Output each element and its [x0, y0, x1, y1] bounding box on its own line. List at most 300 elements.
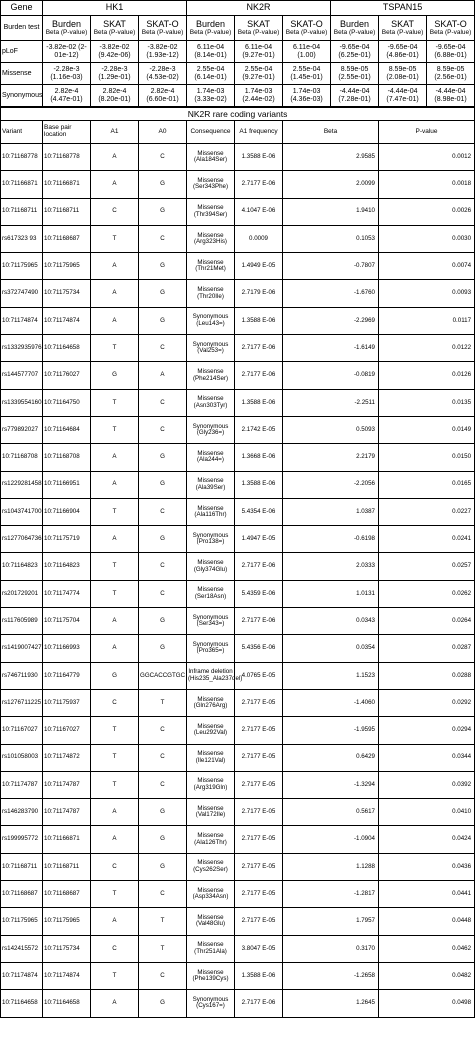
variant-cell: 10:71175734: [43, 280, 91, 307]
variant-row: [1, 962, 475, 989]
variant-cell: 2.7177 E-06: [235, 171, 283, 198]
variant-cell: T: [91, 225, 139, 252]
variant-cell: T: [91, 771, 139, 798]
variant-cell: rs779892027: [1, 416, 43, 443]
variant-cell: rs101058003: [1, 744, 43, 771]
variant-cell: T: [91, 416, 139, 443]
summary-row-label: pLoF: [1, 41, 43, 63]
variant-cell: rs1276711225: [1, 689, 43, 716]
variant-cell: 10:71164823: [43, 553, 91, 580]
summary-cell: 2.55e-04 (1.45e-01): [283, 63, 331, 85]
variant-cell: 0.1053: [283, 225, 379, 252]
variant-cell: 4.0765 E-05: [235, 662, 283, 689]
variant-cell: T: [139, 689, 187, 716]
variant-cell: 0.0093: [379, 280, 475, 307]
variant-cell: rs146283790: [1, 799, 43, 826]
summary-cell: 8.59e-05 (2.55e-01): [331, 63, 379, 85]
variant-cell: 0.0441: [379, 881, 475, 908]
variant-cell: 1.3588 E-06: [235, 307, 283, 334]
variants-col-header: A0: [139, 121, 187, 144]
variant-row: [1, 225, 475, 252]
variant-cell: 10:71168687: [1, 881, 43, 908]
variant-cell: Missense (Ala39Ser): [187, 471, 235, 498]
variant-row: [1, 253, 475, 280]
subheader-burden-0: [43, 16, 91, 41]
variant-cell: G: [139, 171, 187, 198]
variant-cell: T: [139, 908, 187, 935]
variant-cell: A: [91, 635, 139, 662]
variant-cell: T: [91, 335, 139, 362]
variant-cell: Missense (Ser18Asn): [187, 580, 235, 607]
variant-cell: 2.0333: [283, 553, 379, 580]
variant-cell: 10:71166993: [43, 635, 91, 662]
summary-cell: 2.82e-4 (4.47e-01): [43, 85, 91, 107]
variant-cell: rs142415572: [1, 935, 43, 962]
variant-cell: A: [91, 307, 139, 334]
nk2r-variants-table: [0, 107, 475, 1018]
variant-cell: A: [139, 362, 187, 389]
variant-cell: 2.7177 E-05: [235, 826, 283, 853]
variant-cell: 1.1288: [283, 853, 379, 880]
variant-cell: C: [139, 881, 187, 908]
variant-row: [1, 553, 475, 580]
variant-cell: G: [139, 307, 187, 334]
summary-cell: -2.28e-3 (1.29e-01): [91, 63, 139, 85]
variant-cell: T: [91, 881, 139, 908]
variant-cell: 0.0165: [379, 471, 475, 498]
variant-cell: rs1332935976: [1, 335, 43, 362]
variant-cell: C: [139, 389, 187, 416]
variant-row: [1, 771, 475, 798]
subheader-method: Burden: [51, 18, 82, 29]
variant-row: [1, 416, 475, 443]
variant-cell: 10:71166871: [1, 171, 43, 198]
variant-row: [1, 171, 475, 198]
variant-cell: 3.8047 E-05: [235, 935, 283, 962]
variant-cell: 10:71174874: [43, 962, 91, 989]
variant-row: [1, 198, 475, 225]
gene-header-nk2r: NK2R: [187, 1, 331, 16]
variants-col-header: Beta: [283, 121, 379, 144]
variant-cell: -1.4060: [283, 689, 379, 716]
variant-cell: 10:71167027: [43, 717, 91, 744]
subheader-skat-2: [379, 16, 427, 41]
variant-cell: 1.2645: [283, 990, 379, 1017]
variant-cell: 10:71164658: [43, 990, 91, 1017]
subheader-stat: Beta (P-value): [381, 28, 424, 36]
variants-col-header: Variant: [1, 121, 43, 144]
variant-cell: C: [91, 853, 139, 880]
variant-cell: 0.0018: [379, 171, 475, 198]
summary-row: [1, 85, 475, 107]
variant-cell: 0.0288: [379, 662, 475, 689]
variant-cell: C: [139, 144, 187, 171]
variant-cell: G: [139, 280, 187, 307]
variant-cell: A: [91, 608, 139, 635]
variant-cell: Missense (Gly374Glu): [187, 553, 235, 580]
summary-row-label: Synonymous: [1, 85, 43, 107]
variant-cell: 2.7177 E-06: [235, 335, 283, 362]
variant-cell: 10:71174874: [1, 962, 43, 989]
summary-row: [1, 63, 475, 85]
variant-cell: rs746711930: [1, 662, 43, 689]
summary-row-label: Missense: [1, 63, 43, 85]
variant-cell: 10:71175965: [43, 908, 91, 935]
variant-cell: A: [91, 253, 139, 280]
variant-row: [1, 662, 475, 689]
variant-cell: 10:71174787: [43, 799, 91, 826]
variant-row: [1, 826, 475, 853]
variant-cell: Missense (Ala184Ser): [187, 144, 235, 171]
variant-cell: T: [91, 553, 139, 580]
variant-cell: G: [139, 526, 187, 553]
variants-col-header: P-value: [379, 121, 475, 144]
variant-cell: T: [91, 962, 139, 989]
variant-cell: 10:71168778: [43, 144, 91, 171]
variant-cell: -2.2511: [283, 389, 379, 416]
variant-cell: 10:71168711: [43, 198, 91, 225]
variant-cell: 2.9585: [283, 144, 379, 171]
variant-row: [1, 580, 475, 607]
variant-cell: 10:71167027: [1, 717, 43, 744]
summary-cell: 1.74e-03 (3.33e-02): [187, 85, 235, 107]
variant-cell: C: [139, 553, 187, 580]
variant-cell: Synonymous (Ser343=): [187, 608, 235, 635]
variant-cell: 0.0150: [379, 444, 475, 471]
variant-cell: GGCACCGTGC: [139, 662, 187, 689]
variant-cell: 0.6429: [283, 744, 379, 771]
variant-row: [1, 689, 475, 716]
variant-cell: 10:71176027: [43, 362, 91, 389]
variant-row: [1, 307, 475, 334]
variant-cell: Missense (Leu292Val): [187, 717, 235, 744]
variant-cell: Synonymous (Val253=): [187, 335, 235, 362]
variant-cell: 0.0030: [379, 225, 475, 252]
variant-row: [1, 144, 475, 171]
summary-cell: 6.11e-04 (1.00): [283, 41, 331, 63]
variant-cell: 10:71168708: [1, 444, 43, 471]
variant-cell: Missense (Thr394Ser): [187, 198, 235, 225]
variant-cell: 10:71166904: [43, 498, 91, 525]
variant-cell: 5.4359 E-06: [235, 580, 283, 607]
variant-row: [1, 799, 475, 826]
variant-cell: T: [139, 935, 187, 962]
variant-cell: Missense (Thr21Met): [187, 253, 235, 280]
variant-cell: G: [139, 608, 187, 635]
variant-cell: A: [91, 826, 139, 853]
summary-cell: -2.28e-3 (4.53e-02): [139, 63, 187, 85]
variant-row: [1, 280, 475, 307]
variant-cell: 2.7177 E-05: [235, 689, 283, 716]
variant-cell: 10:71168708: [43, 444, 91, 471]
subheader-stat: Beta (P-value): [237, 28, 280, 36]
summary-cell: -3.82e-02 (1.93e-12): [139, 41, 187, 63]
variant-row: [1, 908, 475, 935]
variant-row: [1, 935, 475, 962]
subheader-burden-2: [331, 16, 379, 41]
variant-cell: C: [139, 771, 187, 798]
variant-cell: 5.4356 E-06: [235, 635, 283, 662]
variant-cell: 0.0122: [379, 335, 475, 362]
variant-row: [1, 389, 475, 416]
subheader-method: SKAT-O: [146, 18, 179, 29]
variant-cell: 2.7177 E-06: [235, 553, 283, 580]
variant-cell: G: [139, 444, 187, 471]
subheader-stat: Beta (P-value): [333, 28, 376, 36]
variant-cell: -0.6198: [283, 526, 379, 553]
variant-cell: 0.0436: [379, 853, 475, 880]
variant-cell: Missense (Val172Ile): [187, 799, 235, 826]
variant-cell: C: [91, 198, 139, 225]
variant-cell: 0.0117: [379, 307, 475, 334]
subheader-method: SKAT-O: [434, 18, 467, 29]
summary-cell: 6.11e-04 (9.27e-01): [235, 41, 283, 63]
variant-cell: C: [91, 935, 139, 962]
summary-cell: -9.65e-04 (6.25e-01): [331, 41, 379, 63]
variant-cell: 2.7177 E-05: [235, 717, 283, 744]
variant-cell: Synonymous (Cys167=): [187, 990, 235, 1017]
variant-cell: 2.7177 E-06: [235, 990, 283, 1017]
burden-summary-table: [0, 0, 475, 107]
summary-cell: 6.11e-04 (8.14e-01): [187, 41, 235, 63]
variant-cell: 0.0344: [379, 744, 475, 771]
variant-cell: 0.5617: [283, 799, 379, 826]
variant-cell: 5.4354 E-06: [235, 498, 283, 525]
variant-cell: -2.2056: [283, 471, 379, 498]
summary-cell: 8.59e-05 (2.56e-01): [427, 63, 475, 85]
variant-cell: 10:71164658: [43, 335, 91, 362]
variant-cell: Missense (Ser343Phe): [187, 171, 235, 198]
variant-cell: rs117605989: [1, 608, 43, 635]
summary-cell: -9.65e-04 (4.86e-01): [379, 41, 427, 63]
summary-cell: 8.59e-05 (2.08e-01): [379, 63, 427, 85]
variant-cell: 0.0135: [379, 389, 475, 416]
variant-cell: 0.0292: [379, 689, 475, 716]
variant-cell: 1.3588 E-06: [235, 389, 283, 416]
variant-cell: 0.3170: [283, 935, 379, 962]
variant-cell: Inframe deletion (His235_Ala237del): [187, 662, 235, 689]
variant-cell: Missense (Asp334Asn): [187, 881, 235, 908]
variant-cell: -0.0819: [283, 362, 379, 389]
variant-cell: 1.0387: [283, 498, 379, 525]
burden-test-header-row: [1, 16, 475, 41]
variant-cell: 10:71168778: [1, 144, 43, 171]
variant-cell: 0.0149: [379, 416, 475, 443]
variant-cell: A: [91, 171, 139, 198]
variant-cell: 2.7177 E-05: [235, 881, 283, 908]
subheader-method: SKAT-O: [290, 18, 323, 29]
subheader-stat: Beta (P-value): [285, 28, 328, 36]
variant-cell: 1.3588 E-06: [235, 471, 283, 498]
variant-cell: 0.0287: [379, 635, 475, 662]
subheader-skat-1: [235, 16, 283, 41]
variant-cell: 2.7177 E-06: [235, 362, 283, 389]
summary-cell: 2.55e-04 (9.27e-01): [235, 63, 283, 85]
variant-cell: -1.0904: [283, 826, 379, 853]
variants-col-header: A1 frequency: [235, 121, 283, 144]
variant-cell: Synonymous (Pro365=): [187, 635, 235, 662]
variant-cell: 0.5093: [283, 416, 379, 443]
summary-cell: 1.74e-03 (4.36e-03): [283, 85, 331, 107]
subheader-method: SKAT: [247, 18, 270, 29]
variant-cell: Missense (Ala244=): [187, 444, 235, 471]
variant-cell: 1.4949 E-05: [235, 253, 283, 280]
variant-cell: 10:71174787: [1, 771, 43, 798]
subheader-skat-o-0: [139, 16, 187, 41]
summary-cell: -4.44e-04 (7.47e-01): [379, 85, 427, 107]
variant-cell: T: [91, 580, 139, 607]
summary-cell: -4.44e-04 (7.28e-01): [331, 85, 379, 107]
variant-row: [1, 717, 475, 744]
variant-cell: rs1277064736: [1, 526, 43, 553]
variant-cell: G: [139, 635, 187, 662]
subheader-skat-o-1: [283, 16, 331, 41]
variant-cell: 2.7177 E-05: [235, 744, 283, 771]
variant-cell: 1.4947 E-05: [235, 526, 283, 553]
variant-cell: -2.2969: [283, 307, 379, 334]
variant-cell: 0.0410: [379, 799, 475, 826]
variant-cell: 0.0257: [379, 553, 475, 580]
variant-row: [1, 526, 475, 553]
variant-cell: 10:71175734: [43, 935, 91, 962]
variant-cell: 10:71174874: [43, 307, 91, 334]
variant-cell: 0.0264: [379, 608, 475, 635]
variant-cell: rs201729201: [1, 580, 43, 607]
variant-cell: rs372747490: [1, 280, 43, 307]
burden-test-label: Burden test: [1, 16, 43, 41]
variant-cell: A: [91, 471, 139, 498]
summary-cell: 2.82e-4 (8.20e-01): [91, 85, 139, 107]
variant-cell: -1.9595: [283, 717, 379, 744]
variant-cell: 10:71164684: [43, 416, 91, 443]
variant-cell: 2.1742 E-05: [235, 416, 283, 443]
variant-cell: 10:71175937: [43, 689, 91, 716]
variant-cell: G: [139, 799, 187, 826]
variant-cell: A: [91, 280, 139, 307]
variant-cell: T: [91, 717, 139, 744]
variant-cell: 10:71164658: [1, 990, 43, 1017]
variant-cell: 10:71166951: [43, 471, 91, 498]
variant-cell: A: [91, 444, 139, 471]
variant-row: [1, 744, 475, 771]
variant-cell: G: [139, 853, 187, 880]
variant-cell: 10:71175965: [43, 253, 91, 280]
variant-cell: 10:71166871: [43, 171, 91, 198]
variant-cell: 1.3588 E-06: [235, 962, 283, 989]
variant-cell: 10:71168687: [43, 881, 91, 908]
variant-cell: 10:71164823: [1, 553, 43, 580]
gene-header-row: [1, 1, 475, 16]
variants-col-header: Base pair location: [43, 121, 91, 144]
subheader-method: Burden: [196, 18, 226, 29]
variant-cell: 0.0498: [379, 990, 475, 1017]
variant-cell: 1.0131: [283, 580, 379, 607]
summary-cell: -4.44e-04 (8.98e-01): [427, 85, 475, 107]
variant-cell: 10:71168711: [1, 198, 43, 225]
variant-cell: 0.0026: [379, 198, 475, 225]
variant-cell: 10:71168711: [1, 853, 43, 880]
gene-header-tspan15: TSPAN15: [331, 1, 475, 16]
subheader-skat-0: [91, 16, 139, 41]
variants-col-header: Consequence: [187, 121, 235, 144]
variant-row: [1, 362, 475, 389]
variant-cell: C: [139, 416, 187, 443]
variant-cell: 0.0462: [379, 935, 475, 962]
variant-cell: 2.7177 E-05: [235, 799, 283, 826]
variant-cell: 0.0262: [379, 580, 475, 607]
variant-cell: 0.0354: [283, 635, 379, 662]
variant-row: [1, 990, 475, 1017]
variant-cell: G: [91, 362, 139, 389]
subheader-burden-1: [187, 16, 235, 41]
variant-cell: T: [91, 498, 139, 525]
variant-cell: 10:71168687: [43, 225, 91, 252]
variant-cell: A: [91, 526, 139, 553]
variant-cell: G: [139, 198, 187, 225]
variant-cell: A: [91, 908, 139, 935]
subheader-method: Burden: [340, 18, 370, 29]
variant-cell: rs1229281458: [1, 471, 43, 498]
subheader-stat: Beta (P-value): [45, 28, 88, 36]
variant-cell: G: [91, 662, 139, 689]
variant-cell: 1.3668 E-06: [235, 444, 283, 471]
variant-cell: G: [139, 990, 187, 1017]
summary-cell: -9.65e-04 (6.88e-01): [427, 41, 475, 63]
variant-cell: -1.6760: [283, 280, 379, 307]
variant-cell: 2.2179: [283, 444, 379, 471]
variant-cell: 0.0241: [379, 526, 475, 553]
summary-cell: 1.74e-03 (2.44e-02): [235, 85, 283, 107]
variant-cell: G: [139, 471, 187, 498]
variant-cell: 10:71164779: [43, 662, 91, 689]
variant-cell: 10:71174787: [43, 771, 91, 798]
gene-header-hk1: HK1: [43, 1, 187, 16]
variant-cell: 10:71175965: [1, 253, 43, 280]
variant-row: [1, 881, 475, 908]
variant-cell: 10:71175965: [1, 908, 43, 935]
variant-cell: 2.7179 E-06: [235, 280, 283, 307]
variant-row: [1, 444, 475, 471]
variant-cell: 10:71168711: [43, 853, 91, 880]
variant-cell: C: [139, 580, 187, 607]
variant-cell: 10:71166871: [43, 826, 91, 853]
variant-cell: Synonymous (Pro138=): [187, 526, 235, 553]
variant-cell: A: [91, 144, 139, 171]
variant-cell: A: [91, 990, 139, 1017]
variant-cell: T: [91, 744, 139, 771]
variant-cell: C: [139, 225, 187, 252]
variant-cell: 0.0424: [379, 826, 475, 853]
variant-cell: rs617323 93: [1, 225, 43, 252]
variant-cell: 2.7177 E-06: [235, 608, 283, 635]
variant-cell: 0.0126: [379, 362, 475, 389]
variant-cell: C: [139, 498, 187, 525]
subheader-stat: Beta (P-value): [429, 28, 472, 36]
variant-cell: G: [139, 826, 187, 853]
variant-cell: 0.0294: [379, 717, 475, 744]
summary-cell: -3.82e-02 (2-01e-12): [43, 41, 91, 63]
variant-cell: 0.0392: [379, 771, 475, 798]
variant-cell: 10:71175719: [43, 526, 91, 553]
variant-cell: Missense (Phe139Cys): [187, 962, 235, 989]
variant-cell: 0.0448: [379, 908, 475, 935]
variant-cell: C: [139, 744, 187, 771]
gene-label: Gene: [1, 1, 43, 16]
variant-cell: -1.6149: [283, 335, 379, 362]
variant-cell: A: [91, 799, 139, 826]
variant-cell: C: [139, 335, 187, 362]
variant-cell: rs1043741700: [1, 498, 43, 525]
